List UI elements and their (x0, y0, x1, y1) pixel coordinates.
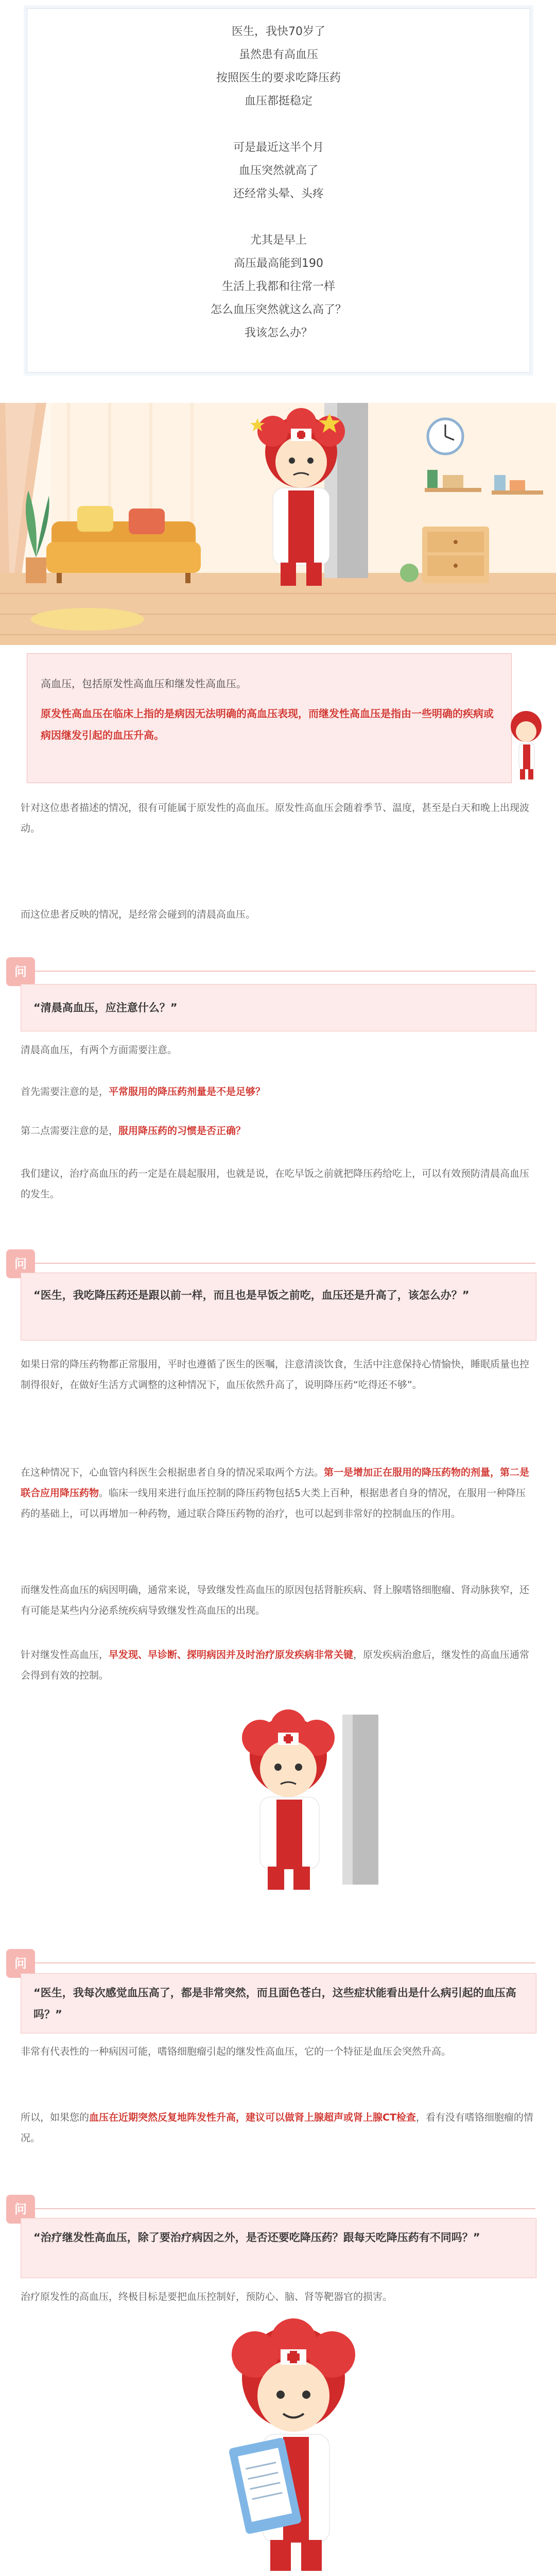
question-tab: 问 (6, 1949, 35, 1978)
intro-line: 尤其是早上 (250, 234, 307, 247)
intro-line: 生活上我都和往常一样 (221, 280, 335, 293)
intro-line: 还经常头晕、头疼 (233, 188, 324, 200)
paragraph: 第二点需要注意的是，服用降压药的习惯是否正确？ (21, 1125, 246, 1137)
paragraph: 而这位患者反映的情况，是经常会碰到的清晨高血压。 (21, 909, 256, 920)
paragraph: 非常有代表性的一种病因可能，嗜铬细胞瘤引起的继发性高血压，它的一个特征是血压会突然升高。 (21, 2046, 451, 2057)
paragraph: 治疗原发性的高血压，终极目标是要把血压控制好，预防心、脑、肾等靶器官的损害。 (21, 2291, 393, 2302)
intro-line: 虽然患有高血压 (238, 48, 318, 61)
question-text: “医生，我吃降压药还是跟以前一样，而且也是早饭之前吃，血压还是升高了，该怎么办？” (33, 1289, 470, 1301)
definition-line: 高血压，包括原发性高血压和继发性高血压。 (41, 677, 247, 690)
question-tab: 问 (6, 1249, 35, 1278)
intro-line: 高压最高能到190 (234, 257, 323, 270)
intro-line: 血压突然就高了 (238, 164, 318, 177)
paragraph: 首先需要注意的是，平常服用的降压药剂量是不是足够？ (21, 1086, 266, 1097)
question-tab: 问 (6, 2195, 35, 2224)
question-box (21, 1273, 536, 1341)
room-scene-illustration (0, 403, 556, 645)
question-box (21, 2218, 536, 2278)
intro-line: 怎么血压突然就这么高了？ (210, 303, 346, 316)
definition-box (27, 653, 512, 783)
doctor-mascot-icon (221, 1709, 407, 1900)
question-box (21, 984, 536, 1031)
intro-line: 可是最近这半个月 (233, 141, 324, 154)
paragraph: 如果日常的降压药物都正常服用，平时也遵循了医生的医嘱，注意清淡饮食，生活中注意保持心情愉快，睡眠质量也控制得很好，在做好生活方式调整的这种情况下，血压依然升高了，说明降压药“吃得还不够”。 (21, 1359, 530, 1391)
intro-text (27, 20, 530, 345)
mini-mascot-icon (505, 708, 548, 783)
paragraph: 我们建议，治疗高血压的药一定是在晨起服用，也就是说，在吃早饭之前就把降压药给吃上，可以有效预防清晨高血压的发生。 (21, 1168, 530, 1200)
definition-highlight: 原发性高血压在临床上指的是病因无法明确的高血压表现，而继发性高血压是指由一些明确的疾病或病因继发引起的血压升高。 (41, 707, 494, 741)
intro-line: 按照医生的要求吃降压药 (216, 72, 341, 84)
intro-line: 血压都挺稳定 (244, 95, 312, 108)
intro-card (27, 8, 530, 372)
paragraph: 清晨高血压，有两个方面需要注意。 (21, 1044, 178, 1056)
paragraph: 针对这位患者描述的情况，很有可能属于原发性的高血压。原发性高血压会随着季节、温度，甚至是白天和晚上出现波动。 (21, 802, 530, 834)
intro-line: 我该怎么办？ (244, 327, 312, 340)
paragraph: 而继发性高血压的病因明确，通常来说，导致继发性高血压的原因包括肾脏疾病、肾上腺嗜铬细胞瘤、肾动脉狭窄，还有可能是某些内分泌系统疾病导致继发性高血压的出现。 (21, 1584, 530, 1616)
question-box (21, 1973, 536, 2033)
clock-icon (428, 419, 463, 454)
question-text: “治疗继发性高血压，除了要治疗病因之外，是否还要吃降压药？跟每天吃降压药有不同吗？” (33, 2231, 480, 2244)
paragraph: 针对继发性高血压，早发现、早诊断、探明病因并及时治疗原发疾病非常关键，原发疾病治愈后，继发性的高血压通常会得到有效的控制。 (21, 1649, 530, 1681)
paragraph: 所以，如果您的血压在近期突然反复地阵发性升高，建议可以做肾上腺超声或肾上腺CT检查，看有没有嗜铬细胞瘤的情况。 (21, 2112, 533, 2144)
paragraph: 在这种情况下，心血管内科医生会根据患者自身的情况采取两个方法。第一是增加正在服用的降压药物的剂量，第二是联合应用降压药物。临床一线用来进行血压控制的降压药物包括5大类上百种，根据患者自身的情况，在服用一种降压药的基础上，可以再增加一种药物，通过联合降压药物的治疗，也可以起到非常好的控制血压的作用。 (21, 1467, 530, 1519)
question-text: “清晨高血压，应注意什么？” (33, 1002, 178, 1014)
question-tab: 问 (6, 957, 35, 986)
doctor-clipboard-mascot-icon (201, 2318, 386, 2576)
question-text: “医生，我每次感觉血压高了，都是非常突然，而且面色苍白，这些症状能看出是什么病引起的血压高吗？” (33, 1987, 516, 2021)
intro-line: 医生，我快70岁了 (232, 25, 325, 38)
